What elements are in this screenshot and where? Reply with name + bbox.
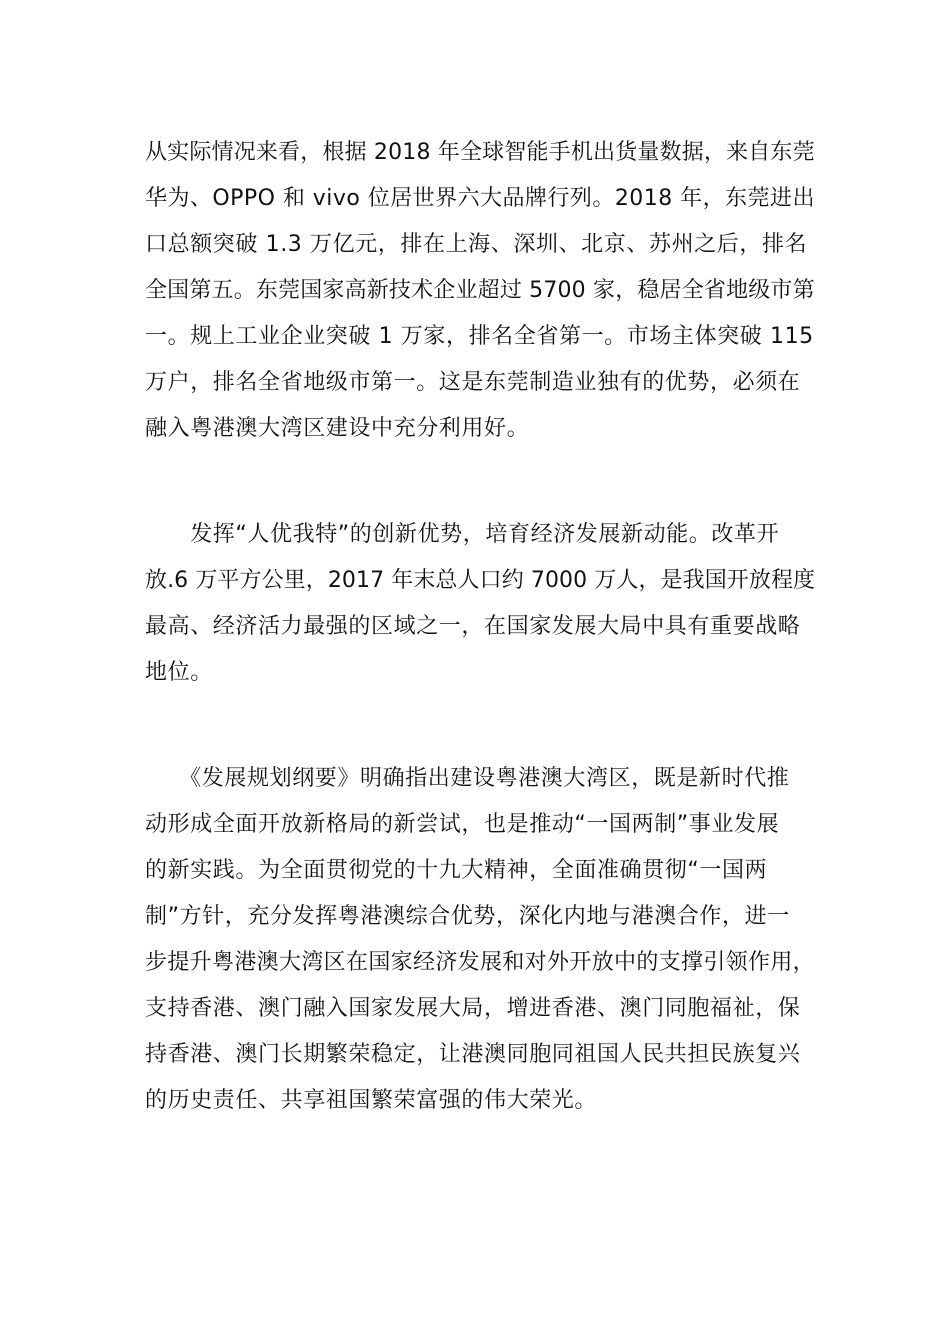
text-line: 的新实践。为全面贯彻党的十九大精神，全面准确贯彻“一国两 [145,858,768,883]
text-line: 动形成全面开放新格局的新尝试，也是推动“一国两制”事业发展 [145,812,780,837]
paragraph-innovation [145,512,815,696]
text-line: 放.6 万平方公里，2017 年末总人口约 7000 万人，是我国开放程度 [145,568,816,593]
text-line: 《发展规划纲要》明确指出建设粤港澳大湾区，既是新时代推 [145,766,790,791]
text-line: 持香港、澳门长期繁荣稳定，让港澳同胞同祖国人民共担民族复兴 [145,1042,801,1067]
text-line: 口总额突破 1.3 万亿元，排在上海、深圳、北京、苏州之后，排名 [145,232,808,257]
text-line: 的历史责任、共享祖国繁荣富强的伟大荣光。 [145,1088,598,1113]
text-line: 步提升粤港澳大湾区在国家经济发展和对外开放中的支撑引领作用， [145,950,816,975]
text-line: 全国第五。东莞国家高新技术企业超过 5700 家，稳居全省地级市第 [145,278,815,303]
text-line: 发挥“人优我特”的创新优势，培育经济发展新动能。改革开 [145,522,780,547]
text-line: 一。规上工业企业突破 1 万家，排名全省第一。市场主体突破 115 [145,324,814,349]
paragraph-development-plan [145,756,815,1124]
text-line: 万户，排名全省地级市第一。这是东莞制造业独有的优势，必须在 [145,370,801,395]
text-line: 融入粤港澳大湾区建设中充分利用好。 [145,416,530,441]
paragraph-dongguan-advantages [145,130,815,452]
text-line: 地位。 [145,660,213,685]
text-line: 华为、OPPO 和 vivo 位居世界六大品牌行列。2018 年，东莞进出 [145,186,815,211]
text-line: 支持香港、澳门融入国家发展大局，增进香港、澳门同胞福祉，保 [145,996,801,1021]
text-line: 从实际情况来看，根据 2018 年全球智能手机出货量数据，来自东莞 [145,140,815,165]
text-line: 最高、经济活力最强的区域之一，在国家发展大局中具有重要战略 [145,614,801,639]
text-line: 制”方针，充分发挥粤港澳综合优势，深化内地与港澳合作，进一 [145,904,790,929]
